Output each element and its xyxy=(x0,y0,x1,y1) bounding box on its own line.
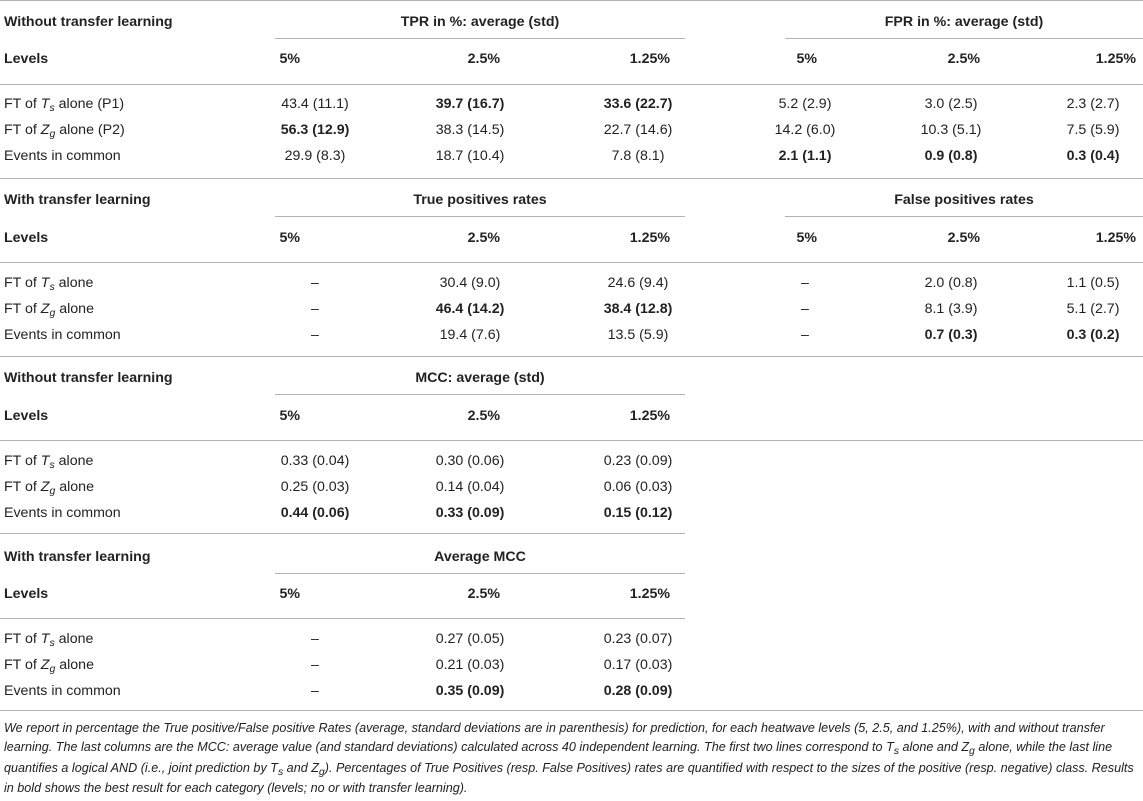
level-header: 2.5% xyxy=(467,230,500,246)
table-cell: 0.27 (0.05) xyxy=(435,631,505,647)
row-label: FT of $Z_g$ alone xyxy=(4,301,94,319)
section-title: With transfer learning xyxy=(4,192,151,208)
table-cell: 0.44 (0.06) xyxy=(280,505,350,521)
table-cell: 3.0 (2.5) xyxy=(924,96,978,112)
table-cell: 22.7 (14.6) xyxy=(603,122,673,138)
table-cell: 0.21 (0.03) xyxy=(435,657,505,673)
table-cell: 0.15 (0.12) xyxy=(603,505,673,521)
row-label: FT of $T_s$ alone xyxy=(4,275,94,293)
table-row xyxy=(0,271,1143,295)
level-header: 1.25% xyxy=(629,51,670,67)
rule xyxy=(0,533,685,534)
mcc-group-header: MCC: average (std) xyxy=(415,370,545,386)
table-cell: 0.14 (0.04) xyxy=(435,479,505,495)
table-cell: – xyxy=(311,327,319,343)
fpr-group-header: FPR in %: average (std) xyxy=(884,14,1044,30)
rule xyxy=(275,38,685,39)
table-cell: – xyxy=(311,275,319,291)
table-cell: 39.7 (16.7) xyxy=(435,96,505,112)
level-header: 2.5% xyxy=(467,51,500,67)
table-cell: – xyxy=(311,301,319,317)
table-cell: 2.0 (0.8) xyxy=(924,275,978,291)
table-cell: 56.3 (12.9) xyxy=(280,122,350,138)
row-label: FT of $T_s$ alone xyxy=(4,453,94,471)
table-cell: 0.33 (0.04) xyxy=(280,453,350,469)
mcc-group-header: Average MCC xyxy=(434,549,526,565)
table-row xyxy=(0,627,1143,651)
table-cell: 1.1 (0.5) xyxy=(1066,275,1120,291)
table-row xyxy=(0,501,1143,525)
table-cell: 5.2 (2.9) xyxy=(778,96,832,112)
levels-label: Levels xyxy=(4,230,49,246)
table-cell: 43.4 (11.1) xyxy=(281,96,349,112)
tpr-group-header: TPR in %: average (std) xyxy=(400,14,560,30)
table-cell: – xyxy=(801,327,809,343)
rule xyxy=(0,262,1143,263)
row-label: Events in common xyxy=(4,148,121,164)
table-caption: We report in percentage the True positive/False positive Rates (average, standard deviations are in parenthesis) for prediction, for each heatwave levels (5, 2.5, and 1.25%), with and without transfer learning. The last columns are the MCC: average value (and standard deviations) calculated across 40 independent learning. The first two lines correspond to $T_s$ alone and $Z_g$ alone, while the last line quantifies a logical AND (i.e., joint prediction by $T_s$ and $Z_g$). Percentages of True Positives (resp. False Positives) rates are quantified with respect to the sizes of the positive (resp. negative) class. Results in bold shows the best result for each category (levels; no or with transfer learning). xyxy=(4,721,1134,795)
table-cell: 0.06 (0.03) xyxy=(603,479,673,495)
table-cell: 13.5 (5.9) xyxy=(607,327,669,343)
level-header: 5% xyxy=(279,586,300,602)
table-cell: 29.9 (8.3) xyxy=(284,148,346,164)
table-cell: 2.1 (1.1) xyxy=(778,148,832,164)
level-header: 1.25% xyxy=(629,230,670,246)
table-cell: 2.3 (2.7) xyxy=(1066,96,1120,112)
rule xyxy=(275,394,685,395)
row-label: FT of $Z_g$ alone xyxy=(4,657,94,675)
table-row xyxy=(0,323,1143,347)
rule xyxy=(785,38,1143,39)
levels-label: Levels xyxy=(4,408,49,424)
level-header: 5% xyxy=(796,51,817,67)
table-cell: 10.3 (5.1) xyxy=(920,122,982,138)
level-header: 5% xyxy=(279,230,300,246)
row-label: FT of $Z_g$ alone (P2) xyxy=(4,122,125,140)
rule xyxy=(785,216,1143,217)
levels-label: Levels xyxy=(4,586,49,602)
table-cell: 24.6 (9.4) xyxy=(607,275,669,291)
table-row xyxy=(0,92,1143,116)
table-cell: – xyxy=(311,631,319,647)
section-title: Without transfer learning xyxy=(4,14,173,30)
table-cell: 0.3 (0.2) xyxy=(1066,327,1120,343)
levels-label: Levels xyxy=(4,51,49,67)
table-row xyxy=(0,475,1143,499)
table-row xyxy=(0,297,1143,321)
table-cell: 38.3 (14.5) xyxy=(435,122,505,138)
table-cell: – xyxy=(801,275,809,291)
table-cell: – xyxy=(801,301,809,317)
table-cell: 5.1 (2.7) xyxy=(1066,301,1120,317)
level-header: 1.25% xyxy=(1095,51,1136,67)
table-row xyxy=(0,653,1143,677)
table-cell: 7.8 (8.1) xyxy=(611,148,665,164)
tpr-group-header: True positives rates xyxy=(413,192,547,208)
rule xyxy=(0,0,1143,1)
rule xyxy=(0,710,1143,711)
level-header: 1.25% xyxy=(1095,230,1136,246)
row-label: Events in common xyxy=(4,327,121,343)
table-cell: – xyxy=(311,683,319,699)
table-row xyxy=(0,144,1143,168)
table-cell: 14.2 (6.0) xyxy=(774,122,836,138)
table-cell: 0.23 (0.07) xyxy=(603,631,673,647)
table-cell: 0.3 (0.4) xyxy=(1066,148,1120,164)
level-header: 2.5% xyxy=(947,51,980,67)
rule xyxy=(0,356,1143,357)
table-cell: 19.4 (7.6) xyxy=(439,327,501,343)
table-cell: 7.5 (5.9) xyxy=(1066,122,1120,138)
row-label: FT of $Z_g$ alone xyxy=(4,479,94,497)
level-header: 5% xyxy=(796,230,817,246)
table-cell: 0.28 (0.09) xyxy=(603,683,673,699)
table-cell: 8.1 (3.9) xyxy=(924,301,978,317)
table-cell: 0.30 (0.06) xyxy=(435,453,505,469)
rule xyxy=(0,84,1143,85)
table-cell: 33.6 (22.7) xyxy=(603,96,673,112)
rule xyxy=(0,440,1143,441)
table-row xyxy=(0,449,1143,473)
level-header: 2.5% xyxy=(467,586,500,602)
table-row xyxy=(0,118,1143,142)
level-header: 5% xyxy=(279,408,300,424)
table-cell: 0.23 (0.09) xyxy=(603,453,673,469)
table-row xyxy=(0,679,1143,703)
section-title: With transfer learning xyxy=(4,549,151,565)
level-header: 2.5% xyxy=(467,408,500,424)
rule xyxy=(0,178,1143,179)
rule xyxy=(275,573,685,574)
level-header: 5% xyxy=(279,51,300,67)
table-cell: 18.7 (10.4) xyxy=(435,148,505,164)
table-cell: 46.4 (14.2) xyxy=(435,301,505,317)
table-cell: 30.4 (9.0) xyxy=(439,275,501,291)
section-title: Without transfer learning xyxy=(4,370,173,386)
table-cell: 0.7 (0.3) xyxy=(924,327,978,343)
table-cell: 0.35 (0.09) xyxy=(435,683,505,699)
level-header: 1.25% xyxy=(629,586,670,602)
level-header: 1.25% xyxy=(629,408,670,424)
row-label: FT of $T_s$ alone (P1) xyxy=(4,96,125,114)
table-cell: 0.25 (0.03) xyxy=(280,479,350,495)
table-cell: 0.33 (0.09) xyxy=(435,505,505,521)
table-cell: 0.17 (0.03) xyxy=(603,657,673,673)
fpr-group-header: False positives rates xyxy=(894,192,1034,208)
row-label: Events in common xyxy=(4,683,121,699)
rule xyxy=(0,618,685,619)
table-cell: – xyxy=(311,657,319,673)
level-header: 2.5% xyxy=(947,230,980,246)
table-cell: 0.9 (0.8) xyxy=(924,148,978,164)
row-label: Events in common xyxy=(4,505,121,521)
rule xyxy=(275,216,685,217)
row-label: FT of $T_s$ alone xyxy=(4,631,94,649)
table-cell: 38.4 (12.8) xyxy=(603,301,673,317)
